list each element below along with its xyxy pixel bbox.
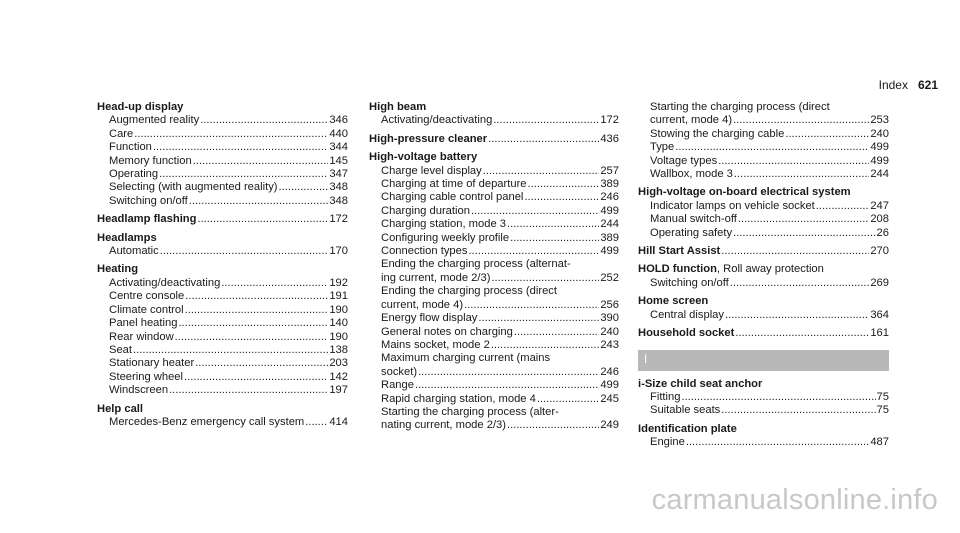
subentry-label: Function [109, 141, 152, 154]
subentry-label: Charging cable control panel [381, 191, 524, 204]
subentry-label: Central display [650, 308, 724, 321]
dot-leader [686, 436, 869, 449]
subentry-label: Switching on/off [109, 194, 188, 207]
subentry-label: Operating [109, 168, 159, 181]
dot-leader [178, 317, 328, 330]
index-entry [97, 213, 348, 226]
dot-leader [733, 114, 869, 127]
page-ref: 499 [600, 379, 619, 392]
page-ref: 75 [876, 404, 889, 417]
page-ref: 244 [870, 168, 889, 181]
index-subentry [638, 168, 889, 181]
subentry-label: Activating/deactivating [381, 114, 493, 127]
index-entry [369, 101, 619, 128]
index-entry [97, 403, 348, 430]
index-subentry [369, 393, 619, 406]
dot-leader [169, 384, 328, 397]
subentry-label: Climate control [109, 303, 184, 316]
index-subentry [369, 339, 619, 352]
subentry-line: Maximum charging current (mains [381, 352, 551, 365]
page-ref: 190 [329, 303, 348, 316]
dot-leader [221, 277, 328, 290]
subentry-label: Automatic [109, 245, 159, 258]
page-ref: 192 [329, 276, 348, 289]
index-subentry [97, 304, 348, 317]
watermark: carmanualsonline.info [651, 484, 938, 516]
dot-leader [675, 141, 869, 154]
subentry-label: Engine [650, 436, 685, 449]
page-ref: 247 [870, 199, 889, 212]
index-heading: High-pressure cleaner [369, 132, 488, 145]
page-ref: 347 [329, 168, 348, 181]
page-number: 621 [917, 78, 938, 92]
index-heading-row [369, 133, 619, 146]
page-ref: 161 [870, 327, 889, 340]
subentry-label: Energy flow display [381, 312, 478, 325]
page-ref: 390 [600, 312, 619, 325]
page-ref: 240 [600, 325, 619, 338]
page-ref: 140 [329, 317, 348, 330]
dot-leader [510, 232, 599, 245]
subentry-label: Steering wheel [109, 370, 184, 383]
page-ref: 256 [600, 298, 619, 311]
index-subentry [369, 379, 619, 392]
page-ref: 499 [600, 245, 619, 258]
dot-leader [160, 245, 329, 258]
index-subentry [369, 205, 619, 218]
index-entry [638, 327, 889, 340]
subentry-label: Mercedes-Benz emergency call system [109, 415, 305, 428]
index-heading [638, 186, 889, 199]
subentry-label: Switching on/off [650, 276, 729, 289]
page-ref: 269 [870, 276, 889, 289]
subentry-label: Connection types [381, 245, 468, 258]
dot-leader [478, 312, 599, 325]
index-subentry [638, 277, 889, 290]
page-ref: 244 [600, 218, 619, 231]
dot-leader [200, 114, 328, 127]
subentry-label: socket) [381, 365, 418, 378]
subentry-label: Indicator lamps on vehicle socket [650, 199, 815, 212]
index-subentry [638, 128, 889, 141]
dot-leader [528, 178, 600, 191]
dot-leader [134, 128, 328, 141]
index-column-2 [369, 101, 619, 438]
continued-entries [638, 101, 889, 181]
heading-text: HOLD function [638, 263, 717, 276]
page-ref: 499 [870, 141, 889, 154]
index-subentry [638, 309, 889, 322]
subentry-label: Fitting [650, 390, 681, 403]
index-subentry [638, 404, 889, 417]
dot-leader [491, 272, 599, 285]
index-entry [97, 101, 348, 208]
subentry-label: current, mode 4) [650, 114, 733, 127]
index-subentry [638, 200, 889, 213]
page-ref: 142 [329, 370, 348, 383]
heading-text: High-voltage on-board electrical system [638, 186, 851, 199]
dot-leader [175, 331, 329, 344]
dot-leader [733, 227, 875, 240]
subentry-label: Configuring weekly profile [381, 231, 510, 244]
index-entry [369, 151, 619, 433]
index-subentry [369, 299, 619, 312]
index-heading [638, 423, 889, 436]
page-ref: 208 [870, 213, 889, 226]
subentry-line: Starting the charging process (direct [650, 101, 830, 113]
page-ref: 246 [600, 365, 619, 378]
page-ref: 364 [870, 308, 889, 321]
index-subentry [638, 391, 889, 404]
i-entries [638, 378, 889, 450]
index-subentry [638, 114, 889, 127]
index-entry [369, 133, 619, 146]
index-heading [97, 263, 348, 276]
dot-leader [721, 245, 869, 258]
index-subentry [638, 155, 889, 168]
dot-leader [725, 309, 869, 322]
heading-text: Heating [97, 263, 139, 276]
subentry-label: Memory function [109, 154, 192, 167]
page-ref: 26 [876, 226, 889, 239]
subentry-label: Augmented reality [109, 114, 200, 127]
page-ref: 138 [329, 343, 348, 356]
subentry-label: Stationary heater [109, 357, 195, 370]
dot-leader [185, 290, 328, 303]
letter-section-header: I [638, 350, 889, 371]
page-ref: 440 [329, 127, 348, 140]
dot-leader [493, 114, 599, 127]
subentry-label: Charging at time of departure [381, 178, 527, 191]
heading-text: High beam [369, 101, 427, 113]
index-subentry [97, 181, 348, 194]
index-subentry [369, 272, 619, 285]
index-subentry [97, 277, 348, 290]
page-ref: 389 [600, 231, 619, 244]
dot-leader [468, 245, 599, 258]
page-ref: 252 [600, 271, 619, 284]
index-subentry [97, 384, 348, 397]
dot-leader [507, 218, 599, 231]
subentry-label: Care [109, 127, 134, 140]
index-subentry [369, 245, 619, 258]
index-subentry [638, 227, 889, 240]
dot-leader [195, 357, 328, 370]
subentry-label: Selecting (with augmented reality) [109, 181, 278, 194]
subentry-label: Rear window [109, 330, 174, 343]
index-subentry [97, 168, 348, 181]
dot-leader [524, 191, 599, 204]
page-ref: 436 [600, 132, 619, 145]
index-heading [369, 151, 619, 164]
page-ref: 145 [329, 154, 348, 167]
index-entry [638, 186, 889, 240]
index-subentry [97, 317, 348, 330]
dot-leader [133, 344, 328, 357]
subentry-label: Rapid charging station, mode 4 [381, 392, 536, 405]
index-subentry [638, 141, 889, 154]
index-subentry [369, 419, 619, 432]
page-ref: 389 [600, 178, 619, 191]
index-entry [97, 263, 348, 397]
page-ref: 344 [329, 141, 348, 154]
heading-see-also: , Roll away protection [716, 263, 824, 276]
dot-leader [735, 327, 869, 340]
index-column-1 [97, 101, 348, 434]
index-heading: Hill Start Assist [638, 245, 721, 258]
heading-text: Home screen [638, 295, 709, 308]
page-ref: 487 [870, 436, 889, 449]
heading-text: Head-up display [97, 101, 184, 113]
subentry-line: Ending the charging process (alternat- [381, 258, 571, 271]
dot-leader [718, 155, 869, 168]
index-entry [638, 423, 889, 450]
page-ref: 245 [600, 392, 619, 405]
subentry-label: Voltage types [650, 154, 718, 167]
index-heading: Headlamp flashing [97, 213, 197, 226]
index-heading-row [638, 245, 889, 258]
subentry-label: current, mode 4) [381, 298, 464, 311]
page-ref: 191 [329, 290, 348, 303]
index-heading: Household socket [638, 327, 735, 340]
index-heading [97, 101, 348, 114]
index-heading-row [97, 213, 348, 226]
page-ref: 243 [600, 338, 619, 351]
dot-leader [193, 155, 329, 168]
dot-leader [734, 168, 869, 181]
index-subentry [369, 114, 619, 127]
page-ref: 75 [876, 390, 889, 403]
subentry-label: Centre console [109, 290, 185, 303]
subentry-label: Panel heating [109, 317, 178, 330]
page-ref: 499 [870, 154, 889, 167]
index-column-3 [638, 101, 889, 455]
page-ref: 203 [329, 357, 348, 370]
index-subentry [369, 178, 619, 191]
dot-leader [507, 419, 599, 432]
index-entry [97, 232, 348, 259]
heading-text: Help call [97, 402, 144, 415]
index-subentry [97, 141, 348, 154]
page-ref: 190 [329, 330, 348, 343]
subentry-label: Mains socket, mode 2 [381, 338, 490, 351]
index-subentry [97, 245, 348, 258]
h-entries-continued [638, 186, 889, 340]
dot-leader [681, 391, 875, 404]
subentry-label: Seat [109, 343, 133, 356]
index-heading-row [638, 327, 889, 340]
subentry-label: General notes on charging [381, 325, 513, 338]
page-ref: 172 [600, 114, 619, 127]
dot-leader [184, 371, 328, 384]
subentry-label: Stowing the charging cable [650, 127, 785, 140]
subentry-label: Activating/deactivating [109, 276, 221, 289]
index-heading [97, 403, 348, 416]
page-ref: 170 [329, 245, 348, 258]
subentry-label: Range [381, 379, 414, 392]
index-subentry [97, 371, 348, 384]
page-ref: 270 [870, 245, 889, 258]
dot-leader [197, 213, 328, 226]
dot-leader [185, 304, 329, 317]
subentry-label: Suitable seats [650, 404, 721, 417]
page-ref: 499 [600, 204, 619, 217]
index-heading [638, 263, 889, 276]
page-ref: 414 [329, 415, 348, 428]
dot-leader [537, 393, 599, 406]
dot-leader [721, 404, 875, 417]
dot-leader [159, 168, 328, 181]
index-entry [638, 263, 889, 290]
dot-leader [305, 416, 328, 429]
index-subentry [369, 326, 619, 339]
index-subentry [638, 213, 889, 226]
index-subentry [369, 165, 619, 178]
index-subentry [97, 344, 348, 357]
index-heading [638, 378, 889, 391]
dot-leader [738, 213, 869, 226]
page-ref: 348 [329, 181, 348, 194]
index-heading [638, 295, 889, 308]
index-subentry [369, 232, 619, 245]
index-subentry [369, 218, 619, 231]
subentry-label: Operating safety [650, 226, 733, 239]
subentry-label: Windscreen [109, 384, 169, 397]
index-subentry [97, 416, 348, 429]
subentry-label: nating current, mode 2/3) [381, 419, 506, 432]
index-subentry [97, 114, 348, 127]
index-subentry [638, 436, 889, 449]
subentry-label: Type [650, 141, 675, 154]
subentry-line: Ending the charging process (direct [381, 285, 557, 298]
dot-leader [418, 366, 599, 379]
dot-leader [730, 277, 870, 290]
page-ref: 240 [870, 127, 889, 140]
index-subentry [97, 331, 348, 344]
heading-text: Headlamps [97, 231, 157, 244]
page-ref: 253 [870, 114, 889, 127]
index-subentry [369, 312, 619, 325]
index-subentry [97, 155, 348, 168]
dot-leader [816, 200, 870, 213]
subentry-label: Charge level display [381, 164, 482, 177]
subentry-label: ing current, mode 2/3) [381, 271, 491, 284]
page-ref: 246 [600, 191, 619, 204]
dot-leader [514, 326, 599, 339]
dot-leader [153, 141, 328, 154]
section-title: Index [878, 78, 908, 92]
dot-leader [189, 195, 329, 208]
heading-text: Identification plate [638, 422, 737, 435]
dot-leader [471, 205, 599, 218]
dot-leader [279, 181, 329, 194]
page-ref: 348 [329, 194, 348, 207]
subentry-label: Charging station, mode 3 [381, 218, 507, 231]
index-heading [97, 232, 348, 245]
page-ref: 197 [329, 384, 348, 397]
heading-text: High-voltage battery [369, 151, 478, 164]
dot-leader [464, 299, 599, 312]
page-header [879, 78, 938, 92]
subentry-label: Wallbox, mode 3 [650, 168, 733, 181]
index-entry [638, 245, 889, 258]
dot-leader [488, 133, 599, 146]
index-subentry [97, 290, 348, 303]
page-ref: 172 [329, 213, 348, 226]
dot-leader [785, 128, 869, 141]
index-heading [369, 101, 619, 114]
index-subentry [369, 191, 619, 204]
dot-leader [415, 379, 599, 392]
index-subentry [369, 366, 619, 379]
index-subentry [97, 195, 348, 208]
page-ref: 346 [329, 114, 348, 127]
page-ref: 249 [600, 419, 619, 432]
dot-leader [491, 339, 600, 352]
subentry-label: Charging duration [381, 204, 470, 217]
index-subentry [97, 128, 348, 141]
subentry-line: Starting the charging process (alter- [381, 405, 559, 418]
page-ref: 257 [600, 164, 619, 177]
heading-text: i-Size child seat anchor [638, 377, 763, 390]
dot-leader [483, 165, 600, 178]
index-subentry [97, 357, 348, 370]
subentry-label: Manual switch-off [650, 213, 737, 226]
index-entry [638, 295, 889, 322]
index-entry [638, 378, 889, 418]
